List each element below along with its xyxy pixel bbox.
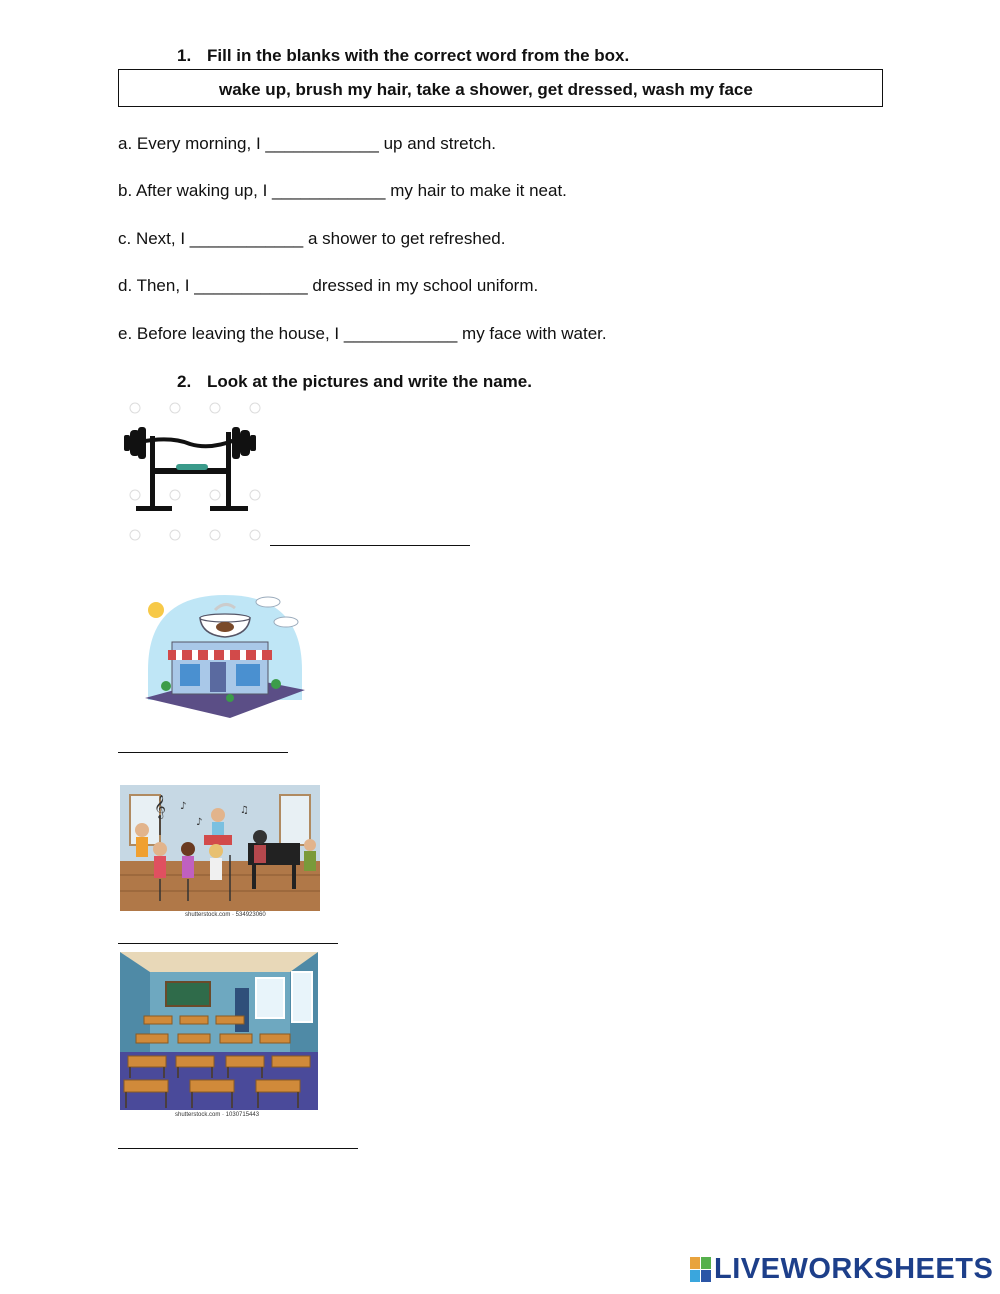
barbell-bench-picture xyxy=(120,400,270,545)
question-1-instruction: Fill in the blanks with the correct word from the box. xyxy=(207,46,630,65)
logo-tile-i xyxy=(701,1257,711,1269)
question-2-number: 2. xyxy=(177,372,192,391)
svg-text:♪: ♪ xyxy=(180,801,187,812)
music-room-picture xyxy=(120,785,320,911)
coffee-shop-picture xyxy=(140,590,310,720)
question-1-number: 1. xyxy=(177,46,192,65)
question-1-heading xyxy=(177,46,629,66)
sentence-a: a. Every morning, I ____________ up and stretch. xyxy=(118,134,497,153)
sentence-e: e. Before leaving the house, I ____________ my face with water. xyxy=(118,324,607,343)
sentence-d: d. Then, I ____________ dressed in my school uniform. xyxy=(118,276,539,295)
liveworksheets-wordmark: LIVEWORKSHEETS xyxy=(714,1252,994,1285)
classroom-picture xyxy=(120,952,318,1110)
music-room-credit: shutterstock.com · 534923060 xyxy=(185,912,266,918)
word-box-text: wake up, brush my hair, take a shower, get dressed, wash my face xyxy=(219,80,753,99)
classroom-credit: shutterstock.com · 1030715443 xyxy=(175,1112,260,1118)
logo-tile-e xyxy=(701,1270,711,1282)
word-box xyxy=(118,69,883,107)
answer-line-4[interactable] xyxy=(118,1148,358,1149)
liveworksheets-logo[interactable] xyxy=(690,1254,993,1284)
svg-text:♪: ♪ xyxy=(196,817,203,828)
answer-line-2[interactable] xyxy=(118,752,288,753)
svg-text:♫: ♫ xyxy=(240,805,249,816)
sentence-c: c. Next, I ____________ a shower to get refreshed. xyxy=(118,229,506,248)
answer-line-3[interactable] xyxy=(118,943,338,944)
sentence-b: b. After waking up, I ____________ my hair to make it neat. xyxy=(118,181,567,200)
liveworksheets-logo-icon xyxy=(690,1257,711,1282)
question-2-instruction: Look at the pictures and write the name. xyxy=(207,372,532,391)
answer-line-1[interactable] xyxy=(270,545,470,546)
svg-text:𝄞: 𝄞 xyxy=(154,794,166,818)
question-2-heading xyxy=(177,372,532,392)
logo-tile-v xyxy=(690,1270,700,1282)
logo-tile-l xyxy=(690,1257,700,1269)
